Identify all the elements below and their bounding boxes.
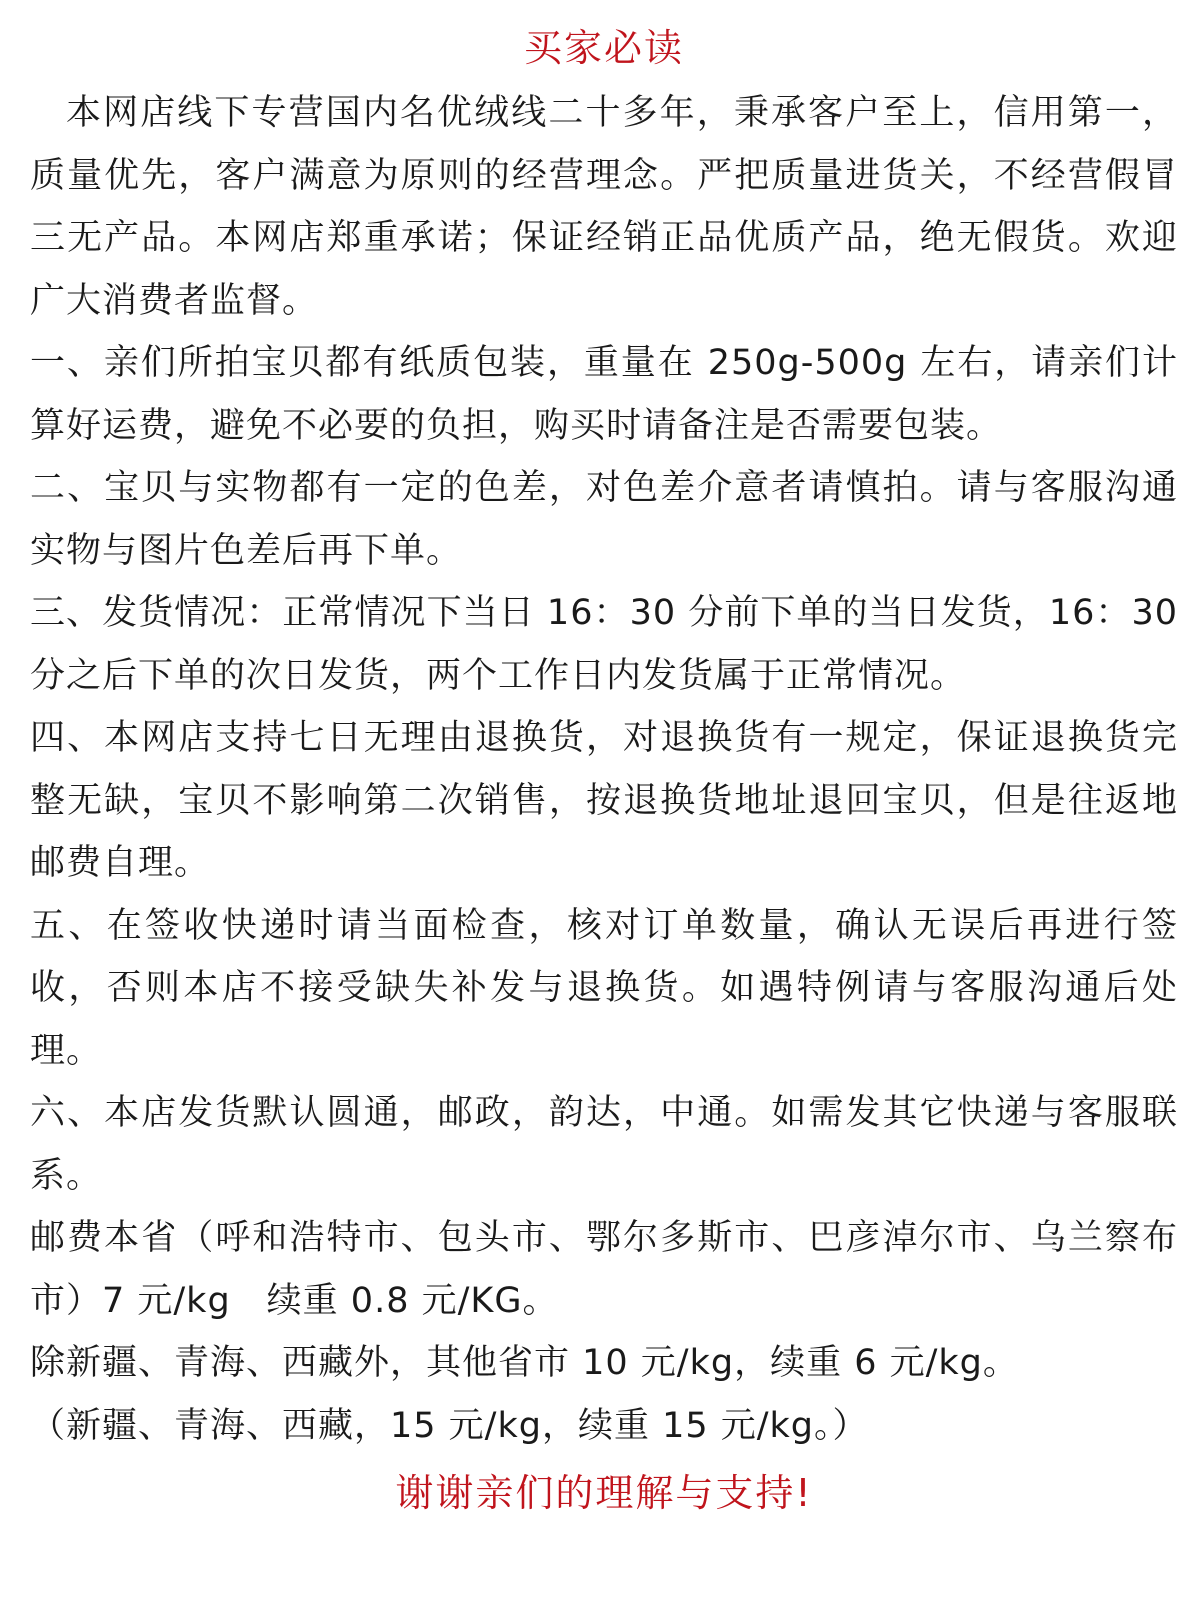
shipping-local-rate: 邮费本省（呼和浩特市、包头市、鄂尔多斯市、巴彦淖尔市、乌兰察布市）7 元/kg 续重 0.8 元/KG。 — [30, 1218, 1178, 1321]
rule-item-4: 四、本网店支持七日无理由退换货，对退换货有一规定，保证退换货完整无缺，宝贝不影响第二次销售，按退换货地址退回宝贝，但是往返地邮费自理。 — [30, 718, 1178, 883]
shipping-other-rate: 除新疆、青海、西藏外，其他省市 10 元/kg，续重 6 元/kg。 — [30, 1343, 1019, 1383]
shipping-remote-rate: （新疆、青海、西藏，15 元/kg，续重 15 元/kg。） — [30, 1405, 869, 1446]
rule-item-1: 一、亲们所拍宝贝都有纸质包装，重量在 250g-500g 左右，请亲们计算好运费，避免不必要的负担，购买时请备注是否需要包装。 — [30, 343, 1178, 446]
rule-item-2: 二、宝贝与实物都有一定的色差，对色差介意者请慎拍。请与客服沟通实物与图片色差后再下单。 — [30, 468, 1178, 571]
rule-item-3: 三、发货情况：正常情况下当日 16：30 分前下单的当日发货，16：30 分之后下单的次日发货，两个工作日内发货属于正常情况。 — [30, 593, 1178, 696]
rule-item-5: 五、在签收快递时请当面检查，核对订单数量，确认无误后再进行签收，否则本店不接受缺失补发与退换货。如遇特例请与客服沟通后处理。 — [30, 905, 1178, 1071]
thank-you-footer: 谢谢亲们的理解与支持! — [395, 1471, 813, 1515]
page-title: 买家必读 — [523, 26, 684, 70]
intro-paragraph: 本网店线下专营国内名优绒线二十多年，秉承客户至上，信用第一，质量优先，客户满意为原则的经营理念。严把质量进货关，不经营假冒三无产品。本网店郑重承诺；保证经销正品优质产品，绝无假货。欢迎广大消费者监督。 — [30, 93, 1178, 321]
rule-item-6: 六、本店发货默认圆通，邮政，韵达，中通。如需发其它快递与客服联系。 — [30, 1093, 1178, 1196]
notice-body — [30, 82, 1178, 1457]
